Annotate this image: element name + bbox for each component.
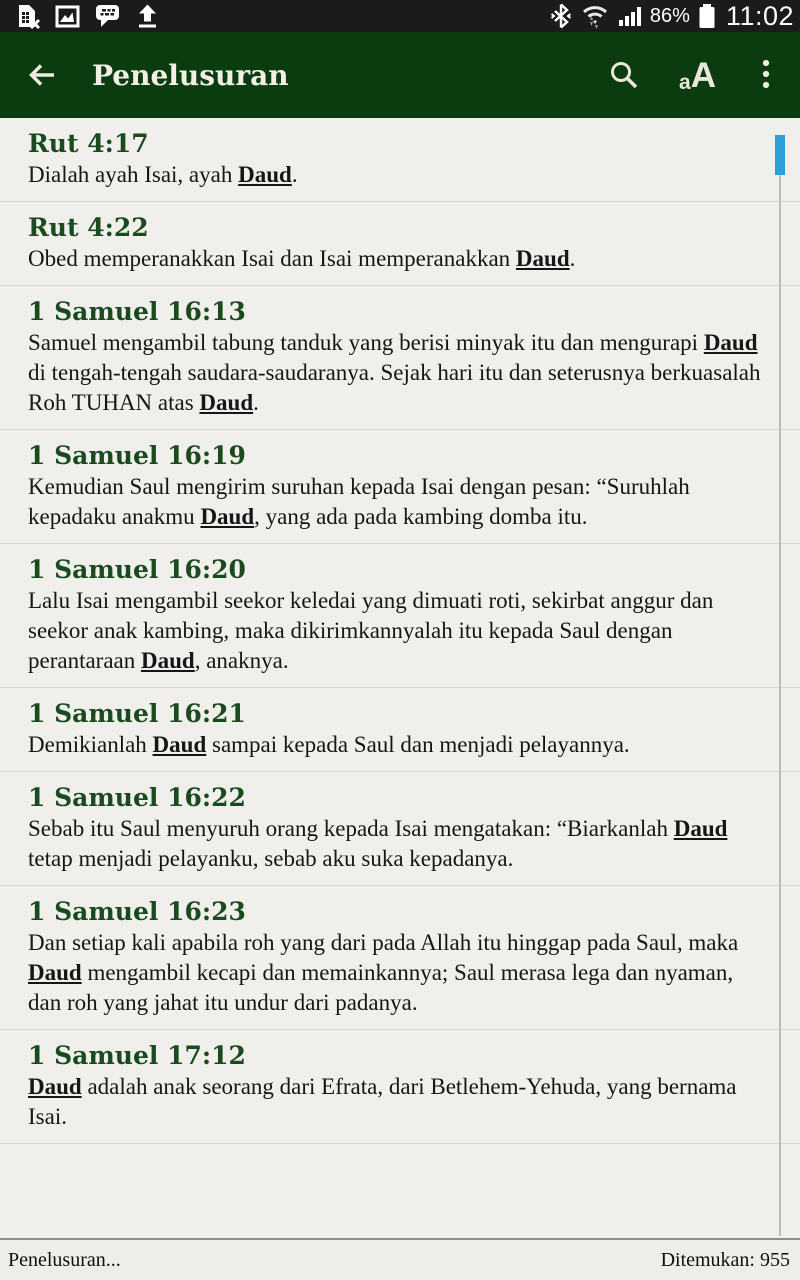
verse-text: Daud adalah anak seorang dari Efrata, dari Betlehem-Yehuda, yang bernama Isai. [28, 1074, 737, 1129]
font-size-icon: a [679, 70, 691, 94]
verse-reference: 1 Samuel 16:13 [28, 297, 246, 326]
verse-text: Dan setiap kali apabila roh yang dari pada Allah itu hinggap pada Saul, maka Daud mengambil kecapi dan memainkannya; Saul merasa lega dan nyaman, dan roh yang jahat itu undur dari padanya. [28, 930, 739, 1015]
search-result-item[interactable] [0, 286, 800, 430]
battery-percent: 86% [649, 4, 690, 27]
search-result-item[interactable] [0, 772, 800, 886]
search-result-item[interactable] [0, 688, 800, 772]
search-result-item[interactable] [0, 886, 800, 1030]
search-result-item[interactable] [0, 1030, 800, 1144]
verse-reference: 1 Samuel 16:20 [28, 555, 246, 584]
verse-reference: 1 Samuel 16:22 [28, 783, 246, 812]
footer-found-count: Ditemukan: 955 [660, 1248, 790, 1271]
scrollbar-track[interactable] [779, 175, 781, 1236]
verse-text: Kemudian Saul mengirim suruhan kepada Isai dengan pesan: “Suruhlah kepadaku anakmu Daud, yang ada pada kambing domba itu. [28, 474, 690, 529]
search-result-item[interactable] [0, 118, 800, 202]
verse-reference: 1 Samuel 16:21 [28, 699, 246, 728]
font-size-button[interactable]: a A [679, 55, 716, 95]
scrollbar-thumb[interactable] [775, 135, 785, 175]
verse-text: Sebab itu Saul menyuruh orang kepada Isai mengatakan: “Biarkanlah Daud tetap menjadi pelayanku, sebab aku suka kepadanya. [28, 816, 728, 871]
upload-icon [135, 3, 160, 29]
verse-text: Lalu Isai mengambil seekor keledai yang dimuati roti, sekirbat anggur dan seekor anak kambing, maka dikirimkannyalah itu kepada Saul dengan perantaraan Daud, anaknya. [28, 588, 714, 673]
system-status-icons [549, 1, 794, 32]
footer-status: Penelusuran... [8, 1248, 121, 1271]
arrow-back-icon [26, 59, 58, 91]
status-bar [0, 0, 800, 32]
verse-reference: Rut 4:22 [28, 213, 149, 242]
verse-reference: Rut 4:17 [28, 129, 149, 158]
verse-text: Samuel mengambil tabung tanduk yang berisi minyak itu dan mengurapi Daud di tengah-tengah saudara-saudaranya. Sejak hari itu dan seterusnya berkuasalah Roh TUHAN atas Daud. [28, 330, 761, 415]
bbm-chat-icon [94, 3, 121, 29]
search-icon [607, 58, 641, 92]
verse-reference: 1 Samuel 16:23 [28, 897, 246, 926]
page-title: Penelusuran [92, 58, 289, 92]
verse-text: Dialah ayah Isai, ayah Daud. [28, 162, 298, 187]
results-container [0, 118, 800, 1144]
search-button[interactable] [607, 58, 641, 92]
footer-bar [0, 1238, 800, 1280]
back-button[interactable] [24, 57, 60, 93]
search-result-item[interactable] [0, 430, 800, 544]
search-result-item[interactable] [0, 202, 800, 286]
results-list [0, 118, 800, 1238]
bluetooth-icon [549, 3, 573, 29]
search-result-item[interactable] [0, 544, 800, 688]
app-bar-actions [607, 57, 776, 93]
battery-icon [697, 2, 717, 30]
verse-text: Demikianlah Daud sampai kepada Saul dan menjadi pelayannya. [28, 732, 630, 757]
verse-text: Obed memperanakkan Isai dan Isai memperanakkan Daud. [28, 246, 576, 271]
wifi-icon [580, 3, 610, 30]
sim-missing-icon [14, 3, 41, 29]
overflow-menu-button[interactable] [756, 57, 776, 93]
verse-reference: 1 Samuel 16:19 [28, 441, 246, 470]
more-vert-icon [760, 57, 772, 93]
app-bar [0, 32, 800, 118]
clock: 11:02 [725, 0, 794, 31]
notification-icons [6, 3, 160, 29]
verse-reference: 1 Samuel 17:12 [28, 1041, 246, 1070]
gallery-icon [55, 4, 80, 29]
signal-strength-icon [617, 3, 643, 29]
